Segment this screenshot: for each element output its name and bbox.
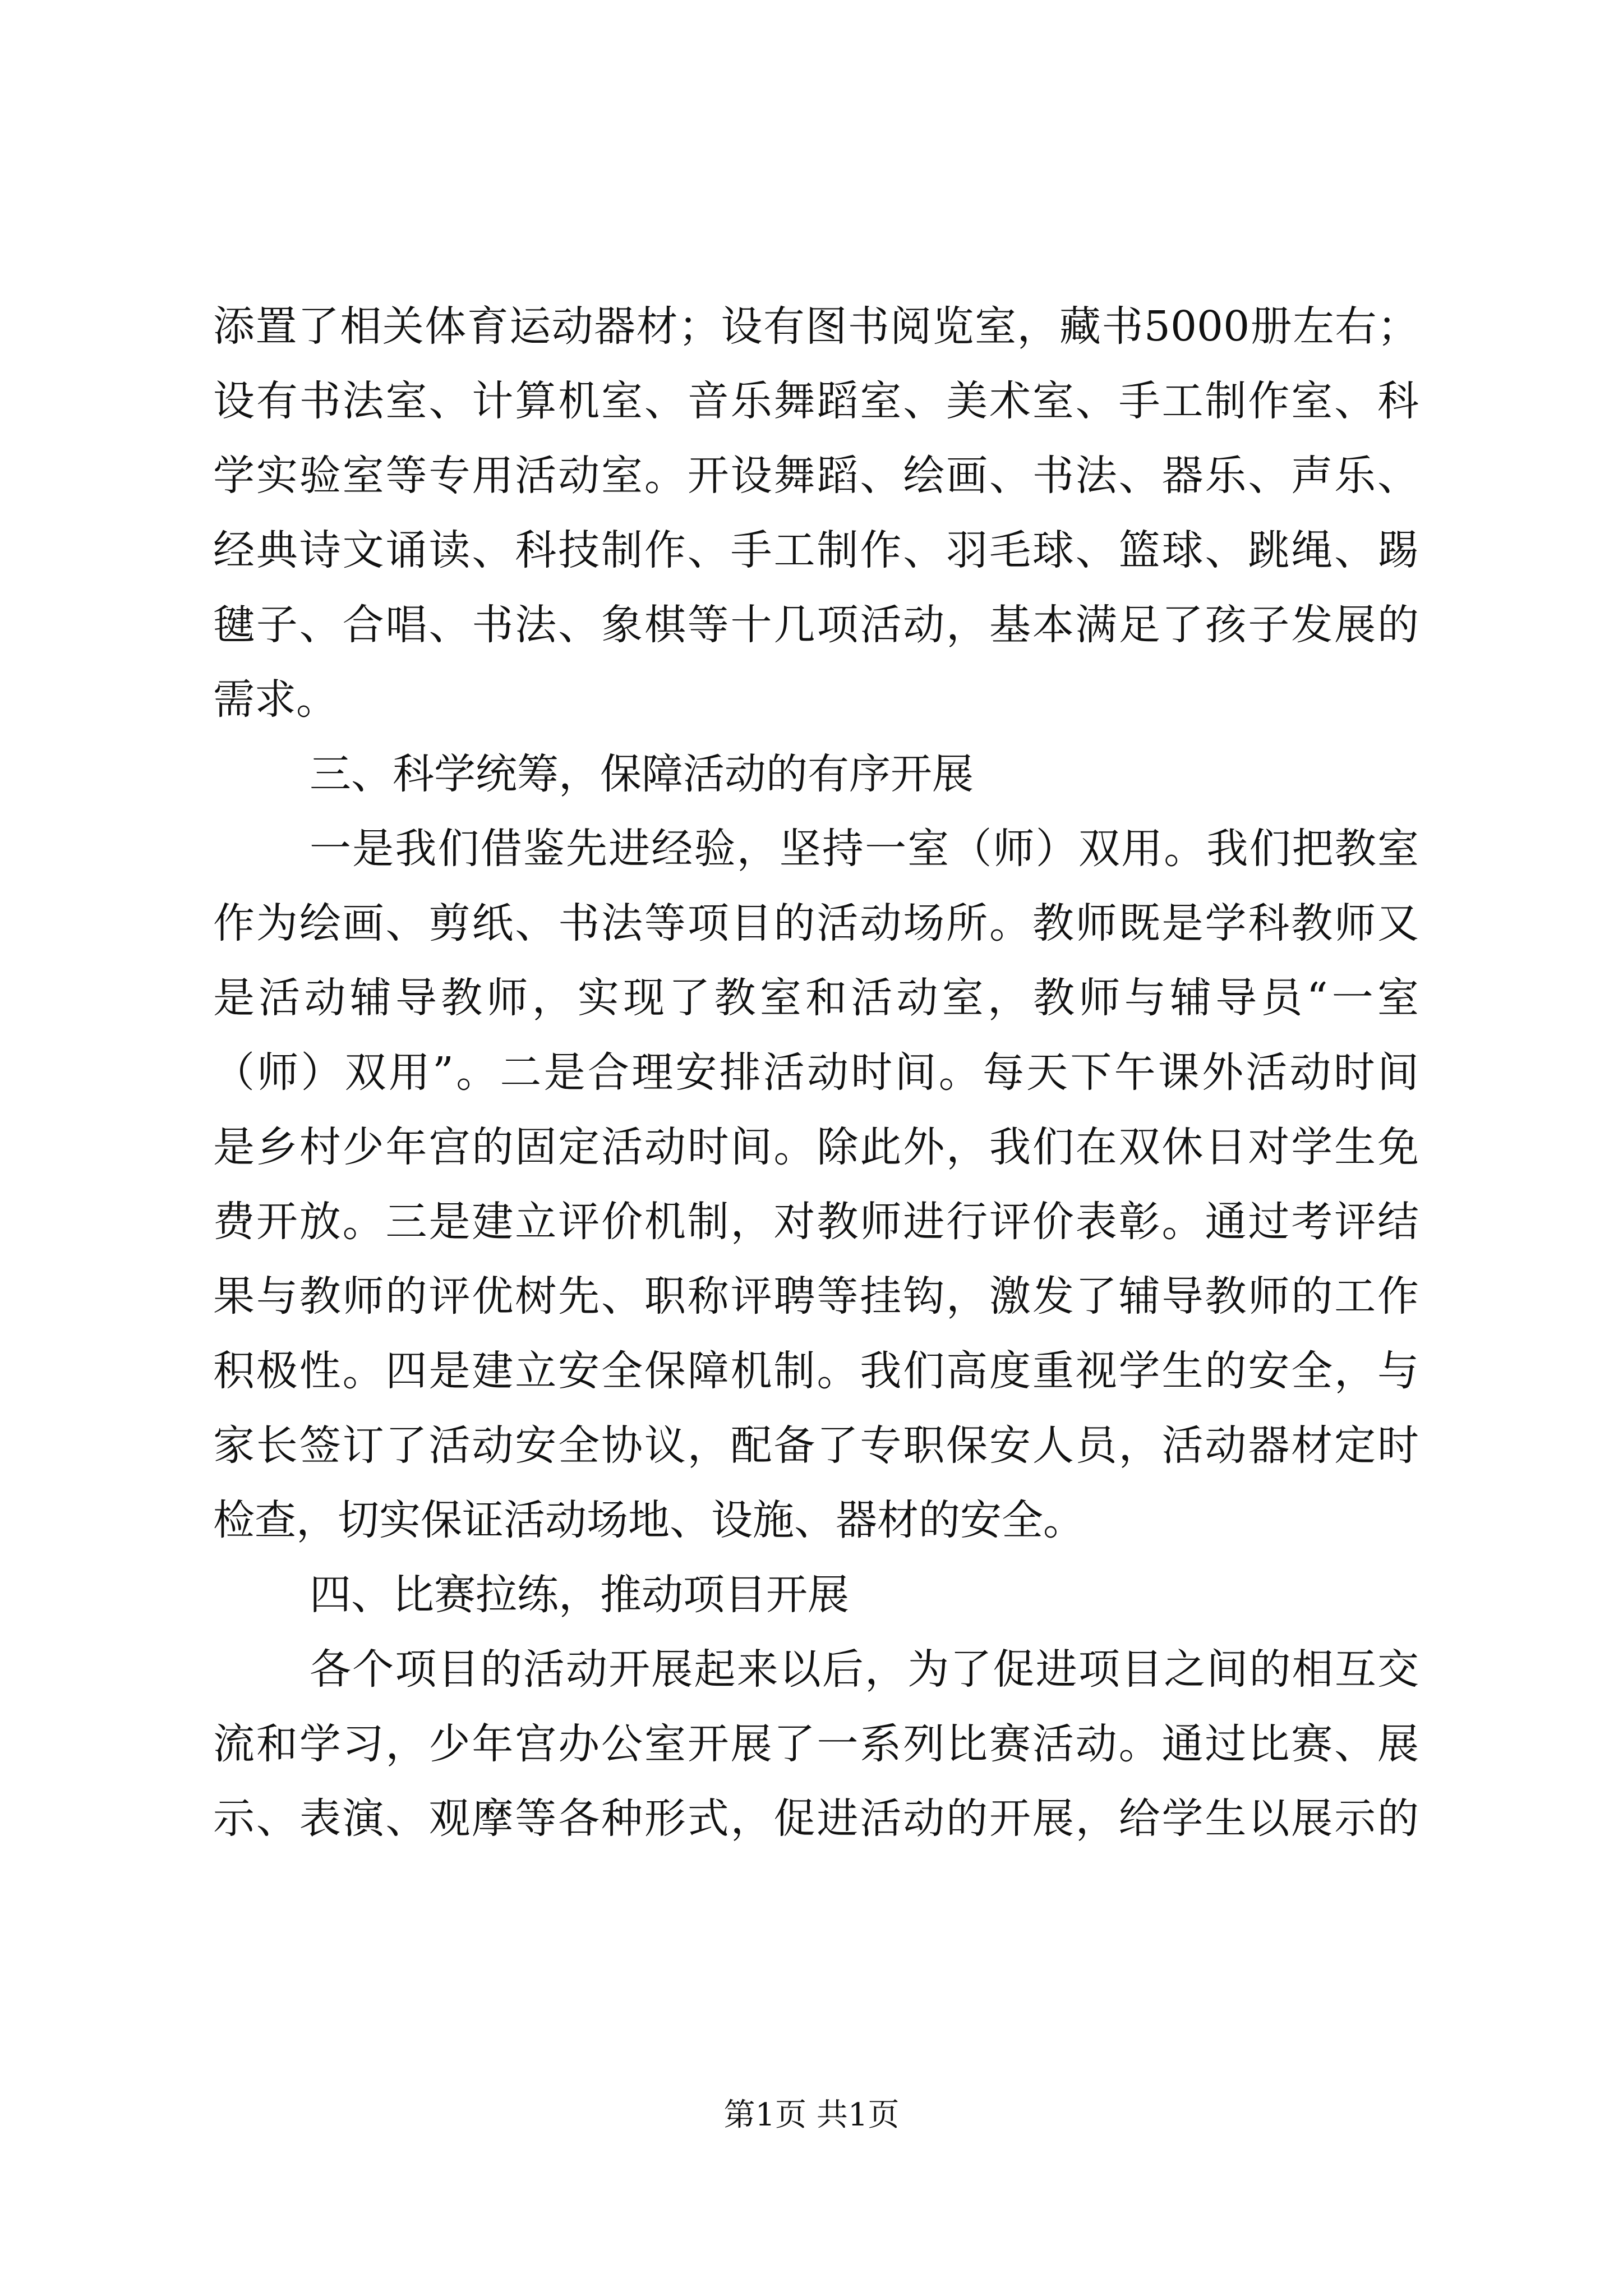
text-line: 果与教师的评优树先、职称评聘等挂钩，激发了辅导教师的工作 — [213, 1272, 1419, 1320]
heading-line: 三、科学统筹，保障活动的有序开展 — [310, 750, 974, 798]
heading-line: 四、比赛拉练，推动项目开展 — [310, 1571, 849, 1619]
text-line: 作为绘画、剪纸、书法等项目的活动场所。教师既是学科教师又 — [213, 899, 1419, 947]
text-line: 流和学习，少年宫办公室开展了一系列比赛活动。通过比赛、展 — [213, 1720, 1419, 1768]
text-line: （师）双用”。二是合理安排活动时间。每天下午课外活动时间 — [213, 1048, 1419, 1097]
page-number-label: 第1页 共1页 — [723, 2097, 900, 2133]
text-line: 示、表演、观摩等各种形式，促进活动的开展，给学生以展示的 — [213, 1795, 1419, 1843]
page-footer — [0, 2096, 1623, 2135]
document-body — [213, 289, 1419, 1856]
text-line: 经典诗文诵读、科技制作、手工制作、羽毛球、篮球、跳绳、踢 — [213, 526, 1419, 574]
paragraph-coordination — [213, 812, 1419, 1558]
text-line: 检查，切实保证活动场地、设施、器材的安全。 — [213, 1496, 1085, 1544]
section-heading-4 — [213, 1558, 1419, 1632]
text-line: 是活动辅导教师，实现了教室和活动室，教师与辅导员“一室 — [213, 974, 1419, 1022]
text-line: 费开放。三是建立评价机制，对教师进行评价表彰。通过考评结 — [213, 1198, 1419, 1246]
paragraph-competitions — [213, 1632, 1419, 1856]
paragraph-facilities — [213, 289, 1419, 737]
text-line: 需求。 — [213, 675, 338, 724]
text-line: 学实验室等专用活动室。开设舞蹈、绘画、书法、器乐、声乐、 — [213, 452, 1419, 500]
text-line: 家长签订了活动安全协议，配备了专职保安人员，活动器材定时 — [213, 1421, 1419, 1470]
text-line: 各个项目的活动开展起来以后，为了促进项目之间的相互交 — [310, 1645, 1419, 1694]
text-line: 设有书法室、计算机室、音乐舞蹈室、美术室、手工制作室、科 — [213, 377, 1419, 425]
text-line: 积极性。四是建立安全保障机制。我们高度重视学生的安全，与 — [213, 1347, 1419, 1395]
text-line: 一是我们借鉴先进经验，坚持一室（师）双用。我们把教室 — [310, 825, 1419, 873]
text-line: 是乡村少年宫的固定活动时间。除此外，我们在双休日对学生免 — [213, 1123, 1419, 1171]
section-heading-3 — [213, 737, 1419, 812]
text-line: 毽子、合唱、书法、象棋等十几项活动，基本满足了孩子发展的 — [213, 601, 1419, 649]
text-line: 添置了相关体育运动器材；设有图书阅览室，藏书5000册左右； — [213, 302, 1419, 351]
